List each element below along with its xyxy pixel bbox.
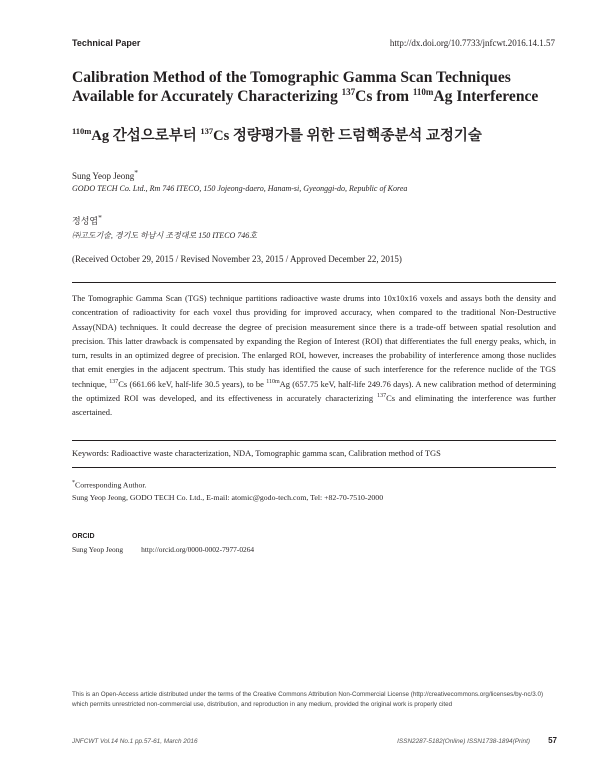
- korean-title-text: Ag 간섭으로부터: [91, 128, 201, 144]
- received-dates: (Received October 29, 2015 / Revised November 23, 2015 / Approved December 22, 2015): [72, 254, 402, 264]
- license-notice: This is an Open-Access article distributed under the terms of the Creative Commons Attribution Non-Commercial License (http://creativecommons.org/licenses/by-nc/3.0) which permits unrestricted non-commercial use, distribution, and reproduction in any medium, provided the original work is properly cited: [72, 691, 544, 708]
- issn-info: ISSN2287-5182(Online) ISSN1738-1894(Print): [397, 738, 530, 745]
- title-line-1: Calibration Method of the Tomographic Gamma Scan Techniques: [72, 69, 511, 86]
- divider: [72, 467, 556, 468]
- doi-link[interactable]: http://dx.doi.org/10.7733/jnfcwt.2016.14.1.57: [389, 38, 555, 48]
- corresponding-label: [72, 477, 383, 492]
- author-name-text: Sung Yeop Jeong: [72, 171, 135, 181]
- orcid-entry: [72, 545, 254, 554]
- divider: [72, 282, 556, 283]
- title-text: Ag Interference: [433, 88, 539, 105]
- isotope-mass-sup: 137: [341, 86, 356, 97]
- isotope-mass-sup: 110m: [266, 378, 280, 385]
- abstract-text: Ag (657.75 keV, half-life 249.76 days). A new calibration method of determining the optimized ROI was developed, and its effectiveness in accurately characterizing: [72, 378, 556, 404]
- corresponding-mark: *: [72, 480, 75, 486]
- orcid-author-name: Sung Yeop Jeong: [72, 545, 124, 554]
- corresponding-label-text: Corresponding Author.: [75, 480, 147, 490]
- korean-title-text: Cs 정량평가를 위한 드럼핵종분석 교정기술: [213, 128, 482, 144]
- author-affiliation: GODO TECH Co. Ltd., Rm 746 ITECO, 150 Jojeong-daero, Hanam-si, Gyeonggi-do, Republic of Korea: [72, 184, 408, 193]
- isotope-mass-sup: 137: [200, 126, 214, 137]
- isotope-mass-sup: 110m: [412, 86, 434, 97]
- keywords: Keywords: Radioactive waste characterization, NDA, Tomographic gamma scan, Calibration method of TGS: [72, 448, 441, 458]
- isotope-mass-sup: 137: [109, 378, 119, 385]
- abstract-text: The Tomographic Gamma Scan (TGS) technique partitions radioactive waste drums into 10x10x16 voxels and assays both the density and concentration of radioactivity for each voxel thus providing for improved accuracy, when compared to the traditional Non-Destructive Assay(NDA) techniques. It could decrease the degree of precision measurement since there is a trade-off between spatial resolution and precision. This latter drawback is compensated by expanding the Region of Interest (ROI) that differentiates the full energy peaks, which, in turn, results in an optimized degree of precision. The enlarged ROI, however, increases the probability of interference among those nuclides that emit energies in the adjacent spectrum. This study has identified the cause of such interference for the reference nuclide of the TGS technique,: [72, 293, 556, 389]
- title-text: Available for Accurately Characterizing: [72, 88, 342, 105]
- title-line-2: [72, 87, 572, 106]
- orcid-link[interactable]: http://orcid.org/0000-0002-7977-0264: [141, 545, 255, 554]
- abstract-text: Cs and eliminating the interference was further ascertained.: [72, 393, 556, 418]
- korean-title: [72, 124, 482, 145]
- isotope-mass-sup: 110m: [72, 126, 92, 137]
- korean-author-name: [72, 213, 102, 227]
- corresponding-mark: *: [98, 213, 102, 222]
- corresponding-details: Sung Yeop Jeong, GODO TECH Co. Ltd., E-mail: atomic@godo-tech.com, Tel: +82-70-7510-2000: [72, 492, 384, 502]
- abstract-text: Cs (661.66 keV, half-life 30.5 years), to be: [118, 378, 267, 389]
- abstract: [72, 291, 556, 420]
- corresponding-mark: *: [134, 168, 139, 177]
- article-type-label: Technical Paper: [72, 38, 141, 48]
- title-text: Cs from: [355, 88, 413, 105]
- paper-title: [72, 68, 572, 106]
- journal-citation: JNFCWT Vol.14 No.1 pp.57-61, March 2016: [72, 738, 198, 745]
- page-number: 57: [548, 736, 557, 745]
- korean-affiliation: ㈜고도기술, 경기도 하남시 조정대로 150 ITECO 746호: [72, 231, 258, 240]
- isotope-mass-sup: 137: [377, 393, 387, 400]
- orcid-heading: ORCID: [72, 533, 95, 540]
- divider: [72, 440, 556, 441]
- corresponding-author: [72, 477, 383, 504]
- author-name: [72, 168, 138, 181]
- korean-author-text: 정성엽: [72, 216, 99, 226]
